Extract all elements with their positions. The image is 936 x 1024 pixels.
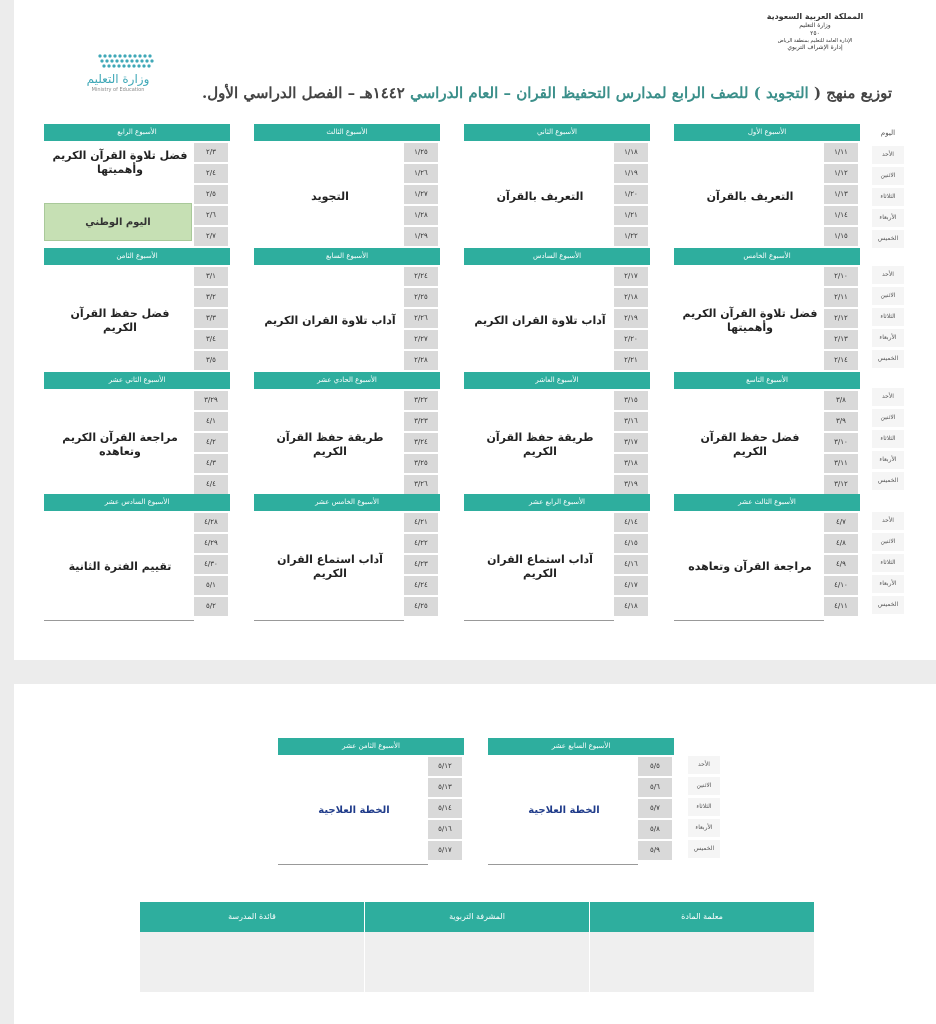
day-label: الخميس <box>872 596 904 614</box>
date-cell: ٢/١١ <box>824 288 858 307</box>
date-cell: ٤/١٤ <box>614 513 648 532</box>
date-cell: ١/١٢ <box>824 164 858 183</box>
week-topic: التعريف بالقرآن <box>496 190 584 204</box>
week-header: الأسبوع الثالث عشر <box>674 494 860 511</box>
date-cell: ١/٢٨ <box>404 206 438 225</box>
week-block <box>254 494 440 622</box>
date-cell: ٢/٢٦ <box>404 309 438 328</box>
date-cell: ٣/١ <box>194 267 228 286</box>
date-cell: ٤/٢٣ <box>404 555 438 574</box>
week-bottom-rule <box>488 864 638 865</box>
week-header: الأسبوع السادس <box>464 248 650 265</box>
date-cell: ٤/٢٢ <box>404 534 438 553</box>
day-label: الاثنين <box>872 533 904 551</box>
week-topic: فضل تلاوة القرآن الكريم وأهميتها <box>682 307 818 334</box>
date-cell: ٥/٦ <box>638 778 672 797</box>
ministry-header <box>760 12 870 52</box>
week-header: الأسبوع الثالث <box>254 124 440 141</box>
date-cell: ٤/٢ <box>194 433 228 452</box>
date-cell: ٢/١٣ <box>824 330 858 349</box>
date-cell: ٢/١٢ <box>824 309 858 328</box>
week-header: الأسبوع السادس عشر <box>44 494 230 511</box>
day-label: الثلاثاء <box>872 554 904 572</box>
date-cell: ٣/١٢ <box>824 475 858 494</box>
date-cell: ٤/١٥ <box>614 534 648 553</box>
date-cell: ٢/٢٠ <box>614 330 648 349</box>
day-label: الأحد <box>872 266 904 284</box>
week-block <box>674 124 860 252</box>
date-cell: ٢/١٤ <box>824 351 858 370</box>
week-header: الأسبوع الخامس <box>674 248 860 265</box>
week-header: الأسبوع الثاني عشر <box>44 372 230 389</box>
header-directorate: الإدارة العامة للتعليم بمنطقة الرياض <box>777 37 853 44</box>
date-cell: ٤/١٧ <box>614 576 648 595</box>
date-cell: ٣/٣ <box>194 309 228 328</box>
week-bottom-rule <box>254 620 404 621</box>
week-header: الأسبوع الحادي عشر <box>254 372 440 389</box>
date-cell: ٤/٢٤ <box>404 576 438 595</box>
week-topic: طريقة حفظ القرآن الكريم <box>276 431 384 458</box>
title-part-2: ) للصف الرابع لمدارس التحفيظ القران – العام الدراسي <box>410 84 761 102</box>
day-label: الأحد <box>688 756 720 774</box>
signature-supervisor-box[interactable] <box>365 932 589 992</box>
holiday-cell: اليوم الوطني <box>44 203 192 241</box>
header-ministry: وزارة التعليم <box>799 22 831 30</box>
date-cell: ٤/٢٩ <box>194 534 228 553</box>
date-cell: ٢/١٠ <box>824 267 858 286</box>
date-cell: ٥/١٤ <box>428 799 462 818</box>
logo-english-text: Ministry of Education <box>91 87 145 93</box>
week-topic: الخطة العلاجية <box>318 804 390 816</box>
week-topic: الخطة العلاجية <box>528 804 600 816</box>
week-topic: فضل حفظ القرآن الكريم <box>700 431 800 458</box>
date-cell: ٣/٤ <box>194 330 228 349</box>
date-cell: ٣/٢٤ <box>404 433 438 452</box>
date-cell: ٥/١٧ <box>428 841 462 860</box>
title-year: ١٤٤٢هـ <box>360 84 405 102</box>
date-cell: ٤/٢٨ <box>194 513 228 532</box>
day-label: الثلاثاء <box>872 188 904 206</box>
date-cell: ٢/٦ <box>194 206 228 225</box>
date-cell: ٥/٨ <box>638 820 672 839</box>
date-cell: ٤/١٠ <box>824 576 858 595</box>
date-cell: ٣/١٨ <box>614 454 648 473</box>
date-cell: ٣/٥ <box>194 351 228 370</box>
week-bottom-rule <box>44 620 194 621</box>
logo-dots-icon <box>96 52 160 72</box>
day-label: الخميس <box>872 350 904 368</box>
week-block <box>464 248 650 376</box>
ministry-logo <box>72 52 164 94</box>
signature-principal-label: قائدة المدرسة <box>140 902 364 932</box>
week-header: الأسبوع العاشر <box>464 372 650 389</box>
week-block <box>278 738 464 866</box>
date-cell: ١/٢١ <box>614 206 648 225</box>
week-block <box>674 372 860 500</box>
logo-arabic-text: وزارة التعليم <box>86 72 150 86</box>
week-block <box>254 372 440 500</box>
day-header: اليوم <box>872 124 904 142</box>
title-part-1: توزيع منهج ( <box>813 84 892 102</box>
date-cell: ١/١٤ <box>824 206 858 225</box>
date-cell: ٢/٢٥ <box>404 288 438 307</box>
week-header: الأسبوع الخامس عشر <box>254 494 440 511</box>
date-cell: ٢/٢١ <box>614 351 648 370</box>
date-cell: ٢/٥ <box>194 185 228 204</box>
date-cell: ١/١٥ <box>824 227 858 246</box>
date-cell: ١/١٣ <box>824 185 858 204</box>
week-block <box>674 248 860 376</box>
signature-teacher-box[interactable] <box>590 932 814 992</box>
week-block <box>44 494 230 622</box>
week-block <box>464 494 650 622</box>
date-cell: ٣/٨ <box>824 391 858 410</box>
page-1 <box>14 0 936 660</box>
week-block <box>254 124 440 252</box>
week-header: الأسبوع التاسع <box>674 372 860 389</box>
week-header: الأسبوع السابع <box>254 248 440 265</box>
week-bottom-rule <box>278 864 428 865</box>
week-topic: تقييم الفترة الثانية <box>68 560 172 574</box>
date-cell: ٣/١٧ <box>614 433 648 452</box>
week-block <box>464 372 650 500</box>
signature-teacher-label: معلمة المادة <box>590 902 814 932</box>
day-label: الخميس <box>872 230 904 248</box>
week-header: الأسبوع الرابع عشر <box>464 494 650 511</box>
day-label: الأربعاء <box>872 209 904 227</box>
week-topic: آداب تلاوة القران الكريم <box>264 314 396 328</box>
week-topic: آداب تلاوة القران الكريم <box>474 314 606 328</box>
day-label: الثلاثاء <box>872 430 904 448</box>
week-header: الأسبوع الرابع <box>44 124 230 141</box>
date-cell: ٢/٢٨ <box>404 351 438 370</box>
header-department: إدارة الإشراف التربوي <box>787 44 843 52</box>
week-block <box>464 124 650 252</box>
week-topic: مراجعة القرآن وتعاهده <box>688 560 812 574</box>
day-label: الاثنين <box>872 409 904 427</box>
week-topic: مراجعة القرآن الكريم وتعاهده <box>62 431 178 458</box>
date-cell: ١/٢٩ <box>404 227 438 246</box>
day-label: الثلاثاء <box>872 308 904 326</box>
date-cell: ٤/١١ <box>824 597 858 616</box>
date-cell: ٣/١١ <box>824 454 858 473</box>
date-cell: ٣/٢٦ <box>404 475 438 494</box>
date-cell: ٤/٢٥ <box>404 597 438 616</box>
week-topic: التعريف بالقرآن <box>706 190 794 204</box>
date-cell: ٣/١٠ <box>824 433 858 452</box>
week-topic: فضل حفظ القرآن الكريم <box>70 307 170 334</box>
signature-supervisor <box>365 902 589 992</box>
week-header: الأسبوع الثامن <box>44 248 230 265</box>
day-label: الأربعاء <box>872 451 904 469</box>
date-cell: ٤/٣ <box>194 454 228 473</box>
day-label: الثلاثاء <box>688 798 720 816</box>
page-title <box>164 84 892 110</box>
date-cell: ٤/١ <box>194 412 228 431</box>
date-cell: ١/٢٢ <box>614 227 648 246</box>
date-cell: ١/٢٦ <box>404 164 438 183</box>
date-cell: ٥/١٣ <box>428 778 462 797</box>
date-cell: ٢/٧ <box>194 227 228 246</box>
week-bottom-rule <box>464 620 614 621</box>
week-header: الأسبوع الثاني <box>464 124 650 141</box>
date-cell: ٥/٧ <box>638 799 672 818</box>
date-cell: ٤/٩ <box>824 555 858 574</box>
signature-table <box>140 902 814 992</box>
day-label: الاثنين <box>688 777 720 795</box>
date-cell: ٢/١٨ <box>614 288 648 307</box>
day-label: الأحد <box>872 512 904 530</box>
day-label: الأحد <box>872 146 904 164</box>
week-block <box>44 372 230 500</box>
date-cell: ٤/٧ <box>824 513 858 532</box>
date-cell: ٣/١٩ <box>614 475 648 494</box>
date-cell: ٤/١٨ <box>614 597 648 616</box>
signature-principal-box[interactable] <box>140 932 364 992</box>
date-cell: ٣/١٥ <box>614 391 648 410</box>
date-cell: ١/٢٥ <box>404 143 438 162</box>
signature-teacher <box>590 902 814 992</box>
day-label: الخميس <box>872 472 904 490</box>
day-label: الخميس <box>688 840 720 858</box>
day-label: الأربعاء <box>872 329 904 347</box>
title-subject: التجويد <box>765 84 809 102</box>
date-cell: ٣/١٦ <box>614 412 648 431</box>
header-number: ٢٥٠ <box>810 30 820 38</box>
date-cell: ٣/٢ <box>194 288 228 307</box>
date-cell: ٥/٥ <box>638 757 672 776</box>
date-cell: ٣/٩ <box>824 412 858 431</box>
date-cell: ٥/١٢ <box>428 757 462 776</box>
signature-principal <box>140 902 364 992</box>
week-topic: فضل تلاوة القرآن الكريم وأهميتها <box>52 149 188 176</box>
date-cell: ٢/١٩ <box>614 309 648 328</box>
title-part-3: – الفصل الدراسي الأول. <box>202 84 356 102</box>
date-cell: ١/٢٠ <box>614 185 648 204</box>
week-topic: التجويد <box>311 190 349 204</box>
week-header: الأسبوع السابع عشر <box>488 738 674 755</box>
date-cell: ٣/٢٣ <box>404 412 438 431</box>
date-cell: ٣/٢٩ <box>194 391 228 410</box>
date-cell: ٤/١٦ <box>614 555 648 574</box>
date-cell: ٢/٢٤ <box>404 267 438 286</box>
day-label: الاثنين <box>872 287 904 305</box>
date-cell: ٥/١٦ <box>428 820 462 839</box>
week-header: الأسبوع الثامن عشر <box>278 738 464 755</box>
date-cell: ١/١١ <box>824 143 858 162</box>
day-label: الاثنين <box>872 167 904 185</box>
date-cell: ٢/١٧ <box>614 267 648 286</box>
week-topic: آداب استماع القران الكريم <box>487 553 593 580</box>
header-country: المملكة العربية السعودية <box>766 12 864 21</box>
signature-supervisor-label: المشرفة التربوية <box>365 902 589 932</box>
date-cell: ٢/٢٧ <box>404 330 438 349</box>
date-cell: ٣/٢٥ <box>404 454 438 473</box>
date-cell: ١/١٨ <box>614 143 648 162</box>
week-topic: طريقة حفظ القرآن الكريم <box>486 431 594 458</box>
day-label: الأربعاء <box>872 575 904 593</box>
week-block <box>44 248 230 376</box>
date-cell: ٣/٢٢ <box>404 391 438 410</box>
week-header: الأسبوع الأول <box>674 124 860 141</box>
date-cell: ٥/١ <box>194 576 228 595</box>
day-label: الأحد <box>872 388 904 406</box>
week-topic: آداب استماع القران الكريم <box>277 553 383 580</box>
date-cell: ٤/٢١ <box>404 513 438 532</box>
date-cell: ١/١٩ <box>614 164 648 183</box>
page-2 <box>14 684 936 1024</box>
date-cell: ٤/٤ <box>194 475 228 494</box>
date-cell: ١/٢٧ <box>404 185 438 204</box>
week-block <box>488 738 674 866</box>
week-block <box>674 494 860 622</box>
date-cell: ٥/٩ <box>638 841 672 860</box>
date-cell: ٤/٣٠ <box>194 555 228 574</box>
date-cell: ٢/٣ <box>194 143 228 162</box>
date-cell: ٢/٤ <box>194 164 228 183</box>
date-cell: ٤/٨ <box>824 534 858 553</box>
week-block <box>44 124 230 252</box>
day-label: الأربعاء <box>688 819 720 837</box>
week-block <box>254 248 440 376</box>
date-cell: ٥/٢ <box>194 597 228 616</box>
week-bottom-rule <box>674 620 824 621</box>
